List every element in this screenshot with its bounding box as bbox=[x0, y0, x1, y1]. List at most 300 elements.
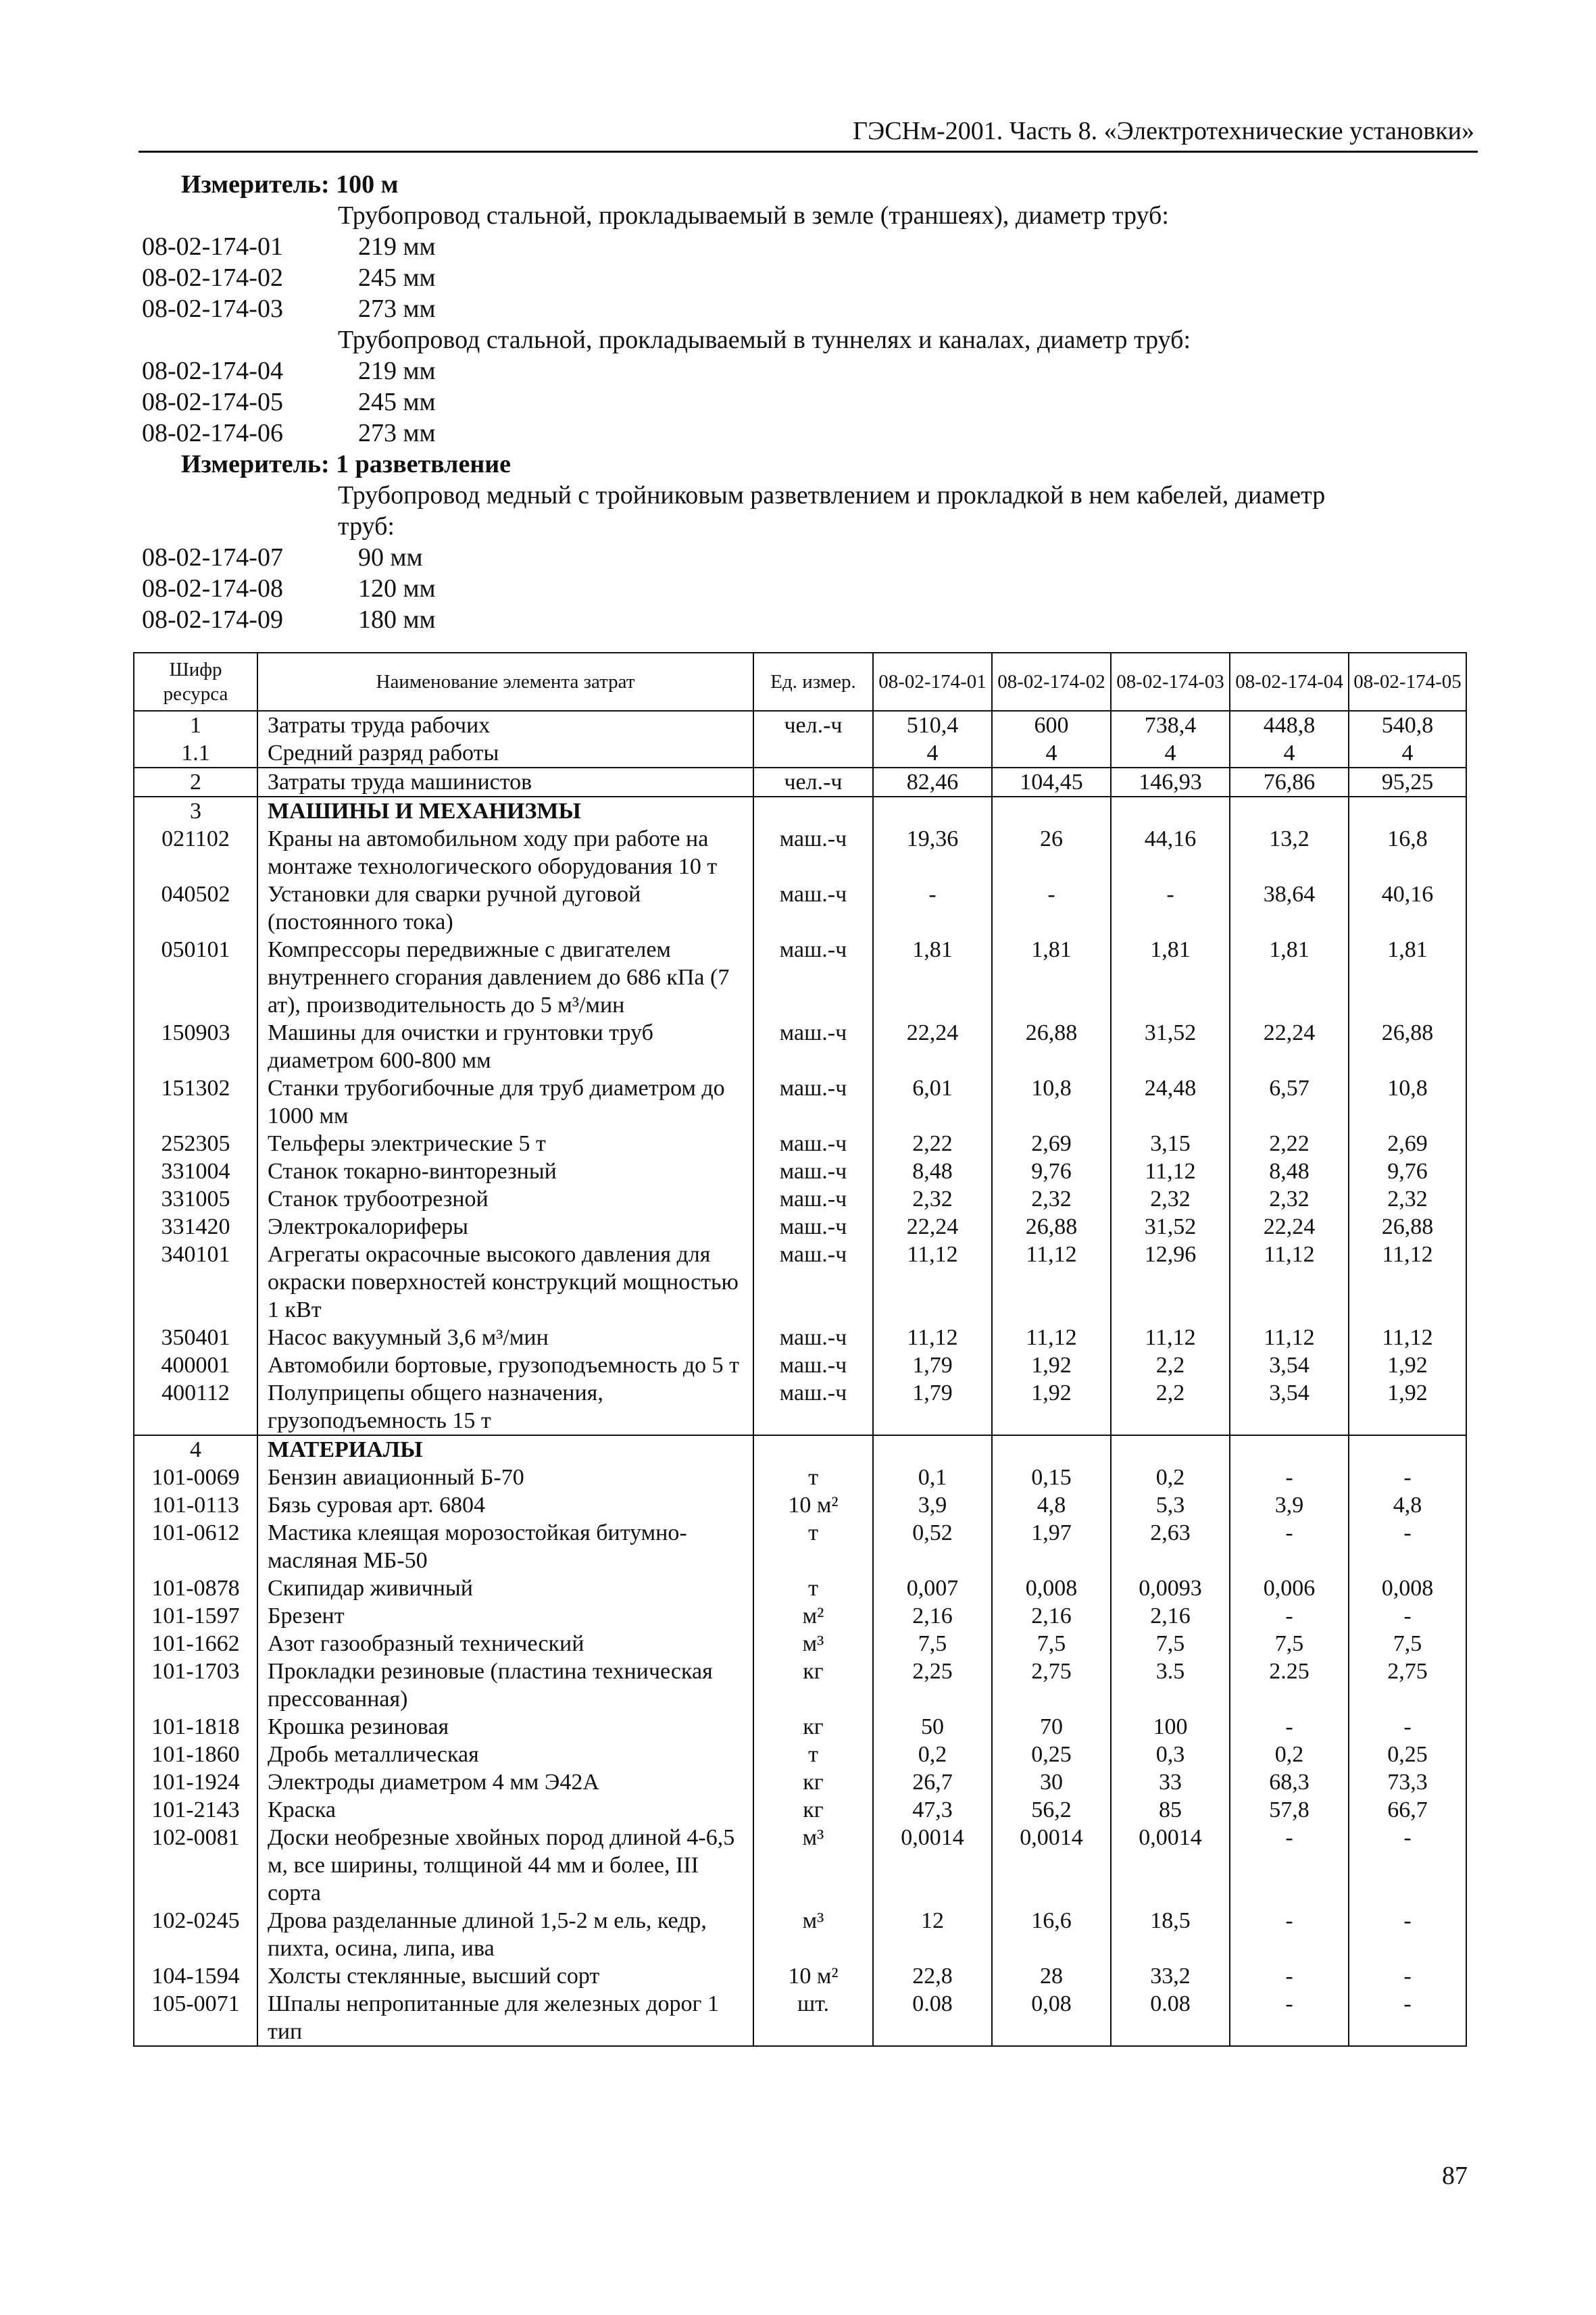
value-cell bbox=[1349, 797, 1466, 825]
spec-item-code: 08-02-174-06 bbox=[142, 419, 283, 447]
value-cell: 0,2 bbox=[1111, 1464, 1230, 1491]
value-cell: 22,8 bbox=[873, 1962, 992, 1990]
value-cell: - bbox=[1349, 1907, 1466, 1962]
unit-cell: м³ bbox=[753, 1824, 873, 1907]
resource-code-cell: 050101 bbox=[134, 936, 257, 1019]
value-cell: 0,008 bbox=[1349, 1574, 1466, 1602]
table-row bbox=[134, 1241, 1466, 1324]
resource-code-cell: 151302 bbox=[134, 1074, 257, 1130]
value-cell: - bbox=[1349, 1990, 1466, 2046]
value-cell: 2,75 bbox=[1349, 1658, 1466, 1713]
value-cell: 2,16 bbox=[992, 1602, 1111, 1630]
value-cell: 0,007 bbox=[873, 1574, 992, 1602]
table-row bbox=[134, 1074, 1466, 1130]
value-cell: 2,25 bbox=[873, 1658, 992, 1713]
table-row bbox=[134, 739, 1466, 768]
spec-item-code: 08-02-174-04 bbox=[142, 357, 283, 385]
element-name-cell: Дробь металлическая bbox=[257, 1741, 753, 1768]
table-row bbox=[134, 1713, 1466, 1741]
unit-cell: кг bbox=[753, 1713, 873, 1741]
table-row bbox=[134, 1962, 1466, 1990]
value-cell: 0,006 bbox=[1230, 1574, 1349, 1602]
value-cell: 10,8 bbox=[992, 1074, 1111, 1130]
value-cell: 4 bbox=[873, 739, 992, 768]
value-cell: 76,86 bbox=[1230, 768, 1349, 797]
spec-item bbox=[142, 542, 1466, 573]
value-cell: 12 bbox=[873, 1907, 992, 1962]
value-cell: 40,16 bbox=[1349, 880, 1466, 936]
spec-item-code: 08-02-174-02 bbox=[142, 264, 283, 292]
value-cell: 11,12 bbox=[1230, 1241, 1349, 1324]
unit-cell: маш.-ч bbox=[753, 825, 873, 880]
element-name-cell: Автомобили бортовые, грузоподъемность до 5 т bbox=[257, 1351, 753, 1379]
table-row bbox=[134, 1990, 1466, 2046]
value-cell: 2,32 bbox=[1111, 1185, 1230, 1213]
value-cell: 0,3 bbox=[1111, 1741, 1230, 1768]
resource-code-cell: 1 bbox=[134, 711, 257, 739]
value-cell bbox=[1349, 1435, 1466, 1464]
element-name-cell: Затраты труда машинистов bbox=[257, 768, 753, 797]
value-cell: 11,12 bbox=[873, 1241, 992, 1324]
value-cell: 2.25 bbox=[1230, 1658, 1349, 1713]
resource-code-cell: 331005 bbox=[134, 1185, 257, 1213]
table-row bbox=[134, 1796, 1466, 1824]
spec-item-size: 245 мм bbox=[358, 388, 436, 416]
value-cell: 0.08 bbox=[873, 1990, 992, 2046]
element-name-cell: Затраты труда рабочих bbox=[257, 711, 753, 739]
value-cell: 4 bbox=[1230, 739, 1349, 768]
value-cell: 3,9 bbox=[1230, 1491, 1349, 1519]
value-cell: 30 bbox=[992, 1768, 1111, 1796]
element-name-cell: Дрова разделанные длиной 1,5-2 м ель, кедр, пихта, осина, липа, ива bbox=[257, 1907, 753, 1962]
unit-cell: маш.-ч bbox=[753, 1185, 873, 1213]
value-cell: 540,8 bbox=[1349, 711, 1466, 739]
spec-item-size: 219 мм bbox=[358, 357, 436, 385]
value-cell bbox=[873, 797, 992, 825]
table-row bbox=[134, 797, 1466, 825]
unit-cell: 10 м² bbox=[753, 1491, 873, 1519]
value-cell: 7,5 bbox=[1111, 1630, 1230, 1658]
spec-item-code: 08-02-174-01 bbox=[142, 232, 283, 261]
value-cell: 4 bbox=[1111, 739, 1230, 768]
resource-code-cell: 331004 bbox=[134, 1158, 257, 1185]
spec-item-size: 180 мм bbox=[358, 605, 436, 634]
page-header: ГЭСНм-2001. Часть 8. «Электротехнические установки» bbox=[853, 117, 1474, 145]
table-row bbox=[134, 1324, 1466, 1351]
spec-item-size: 245 мм bbox=[358, 264, 436, 292]
value-cell: - bbox=[1349, 1824, 1466, 1907]
spec-item-code: 08-02-174-03 bbox=[142, 295, 283, 323]
value-cell: 11,12 bbox=[1111, 1158, 1230, 1185]
unit-cell bbox=[753, 797, 873, 825]
spec-item-size: 273 мм bbox=[358, 419, 436, 447]
value-cell: 22,24 bbox=[1230, 1019, 1349, 1074]
spec-item-size: 90 мм bbox=[358, 543, 423, 572]
table-row bbox=[134, 1574, 1466, 1602]
table-row bbox=[134, 1741, 1466, 1768]
value-cell: 85 bbox=[1111, 1796, 1230, 1824]
value-cell: 11,12 bbox=[1349, 1324, 1466, 1351]
value-cell: 0,0014 bbox=[992, 1824, 1111, 1907]
resource-code-cell: 101-1924 bbox=[134, 1768, 257, 1796]
table-row bbox=[134, 1519, 1466, 1574]
value-cell: 0,08 bbox=[992, 1990, 1111, 2046]
value-cell: 24,48 bbox=[1111, 1074, 1230, 1130]
value-cell: 10,8 bbox=[1349, 1074, 1466, 1130]
element-name-cell: Компрессоры передвижные с двигателем внутреннего сгорания давлением до 686 кПа (7 ат), производительность до 5 м³/мин bbox=[257, 936, 753, 1019]
table-row bbox=[134, 1185, 1466, 1213]
value-cell: 1,92 bbox=[1349, 1379, 1466, 1435]
spec-item-code: 08-02-174-08 bbox=[142, 574, 283, 603]
value-cell: 3,54 bbox=[1230, 1351, 1349, 1379]
table-row bbox=[134, 1213, 1466, 1241]
unit-cell: маш.-ч bbox=[753, 1241, 873, 1324]
resource-code-cell: 101-1818 bbox=[134, 1713, 257, 1741]
spec-item bbox=[142, 231, 1466, 262]
value-cell: 1,92 bbox=[992, 1379, 1111, 1435]
header-unit: Ед. измер. bbox=[753, 653, 873, 711]
measurer-heading: Измеритель: 100 м bbox=[181, 170, 399, 199]
table-row bbox=[134, 1824, 1466, 1907]
value-cell: 448,8 bbox=[1230, 711, 1349, 739]
resource-code-cell: 101-1703 bbox=[134, 1658, 257, 1713]
value-cell: 31,52 bbox=[1111, 1019, 1230, 1074]
value-cell: 5,3 bbox=[1111, 1491, 1230, 1519]
value-cell: - bbox=[1349, 1602, 1466, 1630]
unit-cell: чел.-ч bbox=[753, 711, 873, 739]
resource-code-cell: 101-0878 bbox=[134, 1574, 257, 1602]
value-cell: 2,32 bbox=[1349, 1185, 1466, 1213]
value-cell: 57,8 bbox=[1230, 1796, 1349, 1824]
spec-item bbox=[142, 293, 1466, 324]
element-name-cell: Электрокалориферы bbox=[257, 1213, 753, 1241]
unit-cell: т bbox=[753, 1464, 873, 1491]
table-row bbox=[134, 1379, 1466, 1435]
value-cell: - bbox=[1111, 880, 1230, 936]
element-name-cell: Крошка резиновая bbox=[257, 1713, 753, 1741]
value-cell: 6,57 bbox=[1230, 1074, 1349, 1130]
element-name-cell: Мастика клеящая морозостойкая битумно-масляная МБ-50 bbox=[257, 1519, 753, 1574]
value-cell: 11,12 bbox=[992, 1324, 1111, 1351]
value-cell: 33,2 bbox=[1111, 1962, 1230, 1990]
page-number: 87 bbox=[1442, 2162, 1468, 2190]
unit-cell: кг bbox=[753, 1796, 873, 1824]
unit-cell: маш.-ч bbox=[753, 1213, 873, 1241]
value-cell: 1,81 bbox=[1349, 936, 1466, 1019]
header-col-03: 08-02-174-03 bbox=[1111, 653, 1230, 711]
value-cell: 16,6 bbox=[992, 1907, 1111, 1962]
resource-code-cell: 400001 bbox=[134, 1351, 257, 1379]
unit-cell: 10 м² bbox=[753, 1962, 873, 1990]
value-cell: - bbox=[1230, 1519, 1349, 1574]
resource-code-cell: 3 bbox=[134, 797, 257, 825]
spec-item bbox=[142, 418, 1466, 449]
specification-list bbox=[142, 169, 1466, 635]
measurer-heading: Измеритель: 1 разветвление bbox=[181, 450, 511, 478]
unit-cell: м³ bbox=[753, 1630, 873, 1658]
element-name-cell: Брезент bbox=[257, 1602, 753, 1630]
value-cell: 100 bbox=[1111, 1713, 1230, 1741]
value-cell: 44,16 bbox=[1111, 825, 1230, 880]
spec-item-code: 08-02-174-09 bbox=[142, 605, 283, 634]
value-cell: 9,76 bbox=[992, 1158, 1111, 1185]
value-cell: 2,2 bbox=[1111, 1351, 1230, 1379]
value-cell: 0,25 bbox=[1349, 1741, 1466, 1768]
value-cell: 66,7 bbox=[1349, 1796, 1466, 1824]
value-cell: 6,01 bbox=[873, 1074, 992, 1130]
value-cell: 4,8 bbox=[992, 1491, 1111, 1519]
element-name-cell: Холсты стеклянные, высший сорт bbox=[257, 1962, 753, 1990]
value-cell: 2,22 bbox=[873, 1130, 992, 1158]
value-cell: 104,45 bbox=[992, 768, 1111, 797]
value-cell: 11,12 bbox=[873, 1324, 992, 1351]
value-cell: - bbox=[992, 880, 1111, 936]
value-cell: 1,81 bbox=[873, 936, 992, 1019]
spec-item-size: 120 мм bbox=[358, 574, 436, 603]
resource-code-cell: 101-0612 bbox=[134, 1519, 257, 1574]
value-cell: - bbox=[1230, 1602, 1349, 1630]
table-row bbox=[134, 711, 1466, 739]
value-cell: 3,9 bbox=[873, 1491, 992, 1519]
resource-code-cell: 331420 bbox=[134, 1213, 257, 1241]
header-col-01: 08-02-174-01 bbox=[873, 653, 992, 711]
resource-code-cell: 4 bbox=[134, 1435, 257, 1464]
unit-cell bbox=[753, 1435, 873, 1464]
value-cell: 56,2 bbox=[992, 1796, 1111, 1824]
table-row bbox=[134, 936, 1466, 1019]
value-cell bbox=[1230, 797, 1349, 825]
spec-item bbox=[142, 355, 1466, 387]
resource-code-cell: 101-1597 bbox=[134, 1602, 257, 1630]
resource-code-cell: 105-0071 bbox=[134, 1990, 257, 2046]
value-cell: 600 bbox=[992, 711, 1111, 739]
section-heading-cell: МАТЕРИАЛЫ bbox=[257, 1435, 753, 1464]
value-cell: 31,52 bbox=[1111, 1213, 1230, 1241]
element-name-cell: Машины для очистки и грунтовки труб диаметром 600-800 мм bbox=[257, 1019, 753, 1074]
value-cell: 0,25 bbox=[992, 1741, 1111, 1768]
spec-item-size: 219 мм bbox=[358, 232, 436, 261]
unit-cell: маш.-ч bbox=[753, 1019, 873, 1074]
unit-cell: м² bbox=[753, 1602, 873, 1630]
spec-item-code: 08-02-174-05 bbox=[142, 388, 283, 416]
spec-item-code: 08-02-174-07 bbox=[142, 543, 283, 572]
resource-code-cell: 021102 bbox=[134, 825, 257, 880]
spec-description: труб: bbox=[338, 512, 395, 541]
value-cell: 0,0093 bbox=[1111, 1574, 1230, 1602]
value-cell bbox=[1111, 797, 1230, 825]
resource-code-cell: 102-0245 bbox=[134, 1907, 257, 1962]
value-cell: 11,12 bbox=[1230, 1324, 1349, 1351]
value-cell: 16,8 bbox=[1349, 825, 1466, 880]
value-cell: 0,008 bbox=[992, 1574, 1111, 1602]
table-row bbox=[134, 1491, 1466, 1519]
header-col-04: 08-02-174-04 bbox=[1230, 653, 1349, 711]
value-cell: - bbox=[1230, 1990, 1349, 2046]
value-cell: 510,4 bbox=[873, 711, 992, 739]
element-name-cell: Насос вакуумный 3,6 м³/мин bbox=[257, 1324, 753, 1351]
resource-code-cell: 040502 bbox=[134, 880, 257, 936]
unit-cell: маш.-ч bbox=[753, 1351, 873, 1379]
element-name-cell: Краска bbox=[257, 1796, 753, 1824]
value-cell: 0,0014 bbox=[873, 1824, 992, 1907]
value-cell: 1,92 bbox=[1349, 1351, 1466, 1379]
table-row bbox=[134, 1158, 1466, 1185]
unit-cell: маш.-ч bbox=[753, 1074, 873, 1130]
header-element-name: Наименование элемента затрат bbox=[257, 653, 753, 711]
unit-cell: кг bbox=[753, 1768, 873, 1796]
value-cell: 0,2 bbox=[1230, 1741, 1349, 1768]
unit-cell bbox=[753, 739, 873, 768]
resource-code-cell: 101-0113 bbox=[134, 1491, 257, 1519]
spec-item bbox=[142, 387, 1466, 418]
value-cell bbox=[1230, 1435, 1349, 1464]
value-cell: 7,5 bbox=[992, 1630, 1111, 1658]
unit-cell: чел.-ч bbox=[753, 768, 873, 797]
value-cell: 8,48 bbox=[1230, 1158, 1349, 1185]
value-cell: - bbox=[1230, 1824, 1349, 1907]
unit-cell: маш.-ч bbox=[753, 936, 873, 1019]
value-cell: 70 bbox=[992, 1713, 1111, 1741]
table-row bbox=[134, 1019, 1466, 1074]
resource-code-cell: 101-1662 bbox=[134, 1630, 257, 1658]
table-row bbox=[134, 1907, 1466, 1962]
value-cell: 26,7 bbox=[873, 1768, 992, 1796]
value-cell: 19,36 bbox=[873, 825, 992, 880]
value-cell: 0,2 bbox=[873, 1741, 992, 1768]
unit-cell: т bbox=[753, 1519, 873, 1574]
value-cell: 1,81 bbox=[992, 936, 1111, 1019]
value-cell: 95,25 bbox=[1349, 768, 1466, 797]
element-name-cell: Станок токарно-винторезный bbox=[257, 1158, 753, 1185]
value-cell: 1,92 bbox=[992, 1351, 1111, 1379]
value-cell: 2,16 bbox=[873, 1602, 992, 1630]
table-row bbox=[134, 1130, 1466, 1158]
value-cell: 1,79 bbox=[873, 1379, 992, 1435]
element-name-cell: Прокладки резиновые (пластина техническая прессованная) bbox=[257, 1658, 753, 1713]
element-name-cell: Скипидар живичный bbox=[257, 1574, 753, 1602]
unit-cell: маш.-ч bbox=[753, 1379, 873, 1435]
resource-code-cell: 252305 bbox=[134, 1130, 257, 1158]
unit-cell: маш.-ч bbox=[753, 1324, 873, 1351]
element-name-cell: Полуприцепы общего назначения, грузоподъемность 15 т bbox=[257, 1379, 753, 1435]
value-cell: 11,12 bbox=[1349, 1241, 1466, 1324]
value-cell: 7,5 bbox=[1349, 1630, 1466, 1658]
element-name-cell: Тельферы электрические 5 т bbox=[257, 1130, 753, 1158]
value-cell: 1,81 bbox=[1230, 936, 1349, 1019]
value-cell: 26,88 bbox=[992, 1213, 1111, 1241]
value-cell bbox=[992, 1435, 1111, 1464]
value-cell: - bbox=[1349, 1464, 1466, 1491]
value-cell: 26,88 bbox=[992, 1019, 1111, 1074]
value-cell bbox=[873, 1435, 992, 1464]
value-cell: 22,24 bbox=[873, 1019, 992, 1074]
value-cell: 22,24 bbox=[1230, 1213, 1349, 1241]
value-cell: 26 bbox=[992, 825, 1111, 880]
value-cell: 4,8 bbox=[1349, 1491, 1466, 1519]
value-cell: 2,63 bbox=[1111, 1519, 1230, 1574]
unit-cell: маш.-ч bbox=[753, 1158, 873, 1185]
value-cell: 0,0014 bbox=[1111, 1824, 1230, 1907]
table-row bbox=[134, 825, 1466, 880]
value-cell: 68,3 bbox=[1230, 1768, 1349, 1796]
resource-code-cell: 350401 bbox=[134, 1324, 257, 1351]
value-cell: 738,4 bbox=[1111, 711, 1230, 739]
value-cell: 73,3 bbox=[1349, 1768, 1466, 1796]
value-cell: - bbox=[873, 880, 992, 936]
value-cell: 7,5 bbox=[873, 1630, 992, 1658]
header-resource-code: Шифр ресурса bbox=[134, 653, 257, 711]
table-row bbox=[134, 1768, 1466, 1796]
value-cell: 4 bbox=[992, 739, 1111, 768]
value-cell: 3,54 bbox=[1230, 1379, 1349, 1435]
value-cell: 2,75 bbox=[992, 1658, 1111, 1713]
table-row bbox=[134, 1464, 1466, 1491]
value-cell: 3.5 bbox=[1111, 1658, 1230, 1713]
resource-code-cell: 101-2143 bbox=[134, 1796, 257, 1824]
element-name-cell: Агрегаты окрасочные высокого давления для окраски поверхностей конструкций мощностью 1 кВт bbox=[257, 1241, 753, 1324]
value-cell: 26,88 bbox=[1349, 1213, 1466, 1241]
value-cell: 28 bbox=[992, 1962, 1111, 1990]
unit-cell: шт. bbox=[753, 1990, 873, 2046]
resource-code-cell: 102-0081 bbox=[134, 1824, 257, 1907]
unit-cell: маш.-ч bbox=[753, 880, 873, 936]
element-name-cell: Установки для сварки ручной дуговой (постоянного тока) bbox=[257, 880, 753, 936]
header-col-02: 08-02-174-02 bbox=[992, 653, 1111, 711]
value-cell: 2,69 bbox=[992, 1130, 1111, 1158]
value-cell: 146,93 bbox=[1111, 768, 1230, 797]
value-cell: - bbox=[1349, 1519, 1466, 1574]
spec-item bbox=[142, 573, 1466, 604]
spec-description: Трубопровод медный с тройниковым разветвлением и прокладкой в нем кабелей, диаметр bbox=[338, 481, 1326, 509]
value-cell: 1,97 bbox=[992, 1519, 1111, 1574]
table-row bbox=[134, 1351, 1466, 1379]
resource-code-cell: 150903 bbox=[134, 1019, 257, 1074]
unit-cell: м³ bbox=[753, 1907, 873, 1962]
element-name-cell: Бензин авиационный Б-70 bbox=[257, 1464, 753, 1491]
value-cell: 12,96 bbox=[1111, 1241, 1230, 1324]
value-cell bbox=[1111, 1435, 1230, 1464]
value-cell: 22,24 bbox=[873, 1213, 992, 1241]
value-cell: 13,2 bbox=[1230, 825, 1349, 880]
value-cell: 0,15 bbox=[992, 1464, 1111, 1491]
spec-item-size: 273 мм bbox=[358, 295, 436, 323]
value-cell: 26,88 bbox=[1349, 1019, 1466, 1074]
value-cell: 0,1 bbox=[873, 1464, 992, 1491]
value-cell: 50 bbox=[873, 1713, 992, 1741]
value-cell: 2,16 bbox=[1111, 1602, 1230, 1630]
value-cell: 2,2 bbox=[1111, 1379, 1230, 1435]
spec-item bbox=[142, 604, 1466, 635]
element-name-cell: Электроды диаметром 4 мм Э42А bbox=[257, 1768, 753, 1796]
value-cell: 2,32 bbox=[992, 1185, 1111, 1213]
value-cell: 0.08 bbox=[1111, 1990, 1230, 2046]
table-row bbox=[134, 1602, 1466, 1630]
resource-code-cell: 2 bbox=[134, 768, 257, 797]
table-row bbox=[134, 1435, 1466, 1464]
resource-code-cell: 101-0069 bbox=[134, 1464, 257, 1491]
value-cell: - bbox=[1230, 1962, 1349, 1990]
unit-cell: т bbox=[753, 1574, 873, 1602]
value-cell: - bbox=[1230, 1713, 1349, 1741]
value-cell: 18,5 bbox=[1111, 1907, 1230, 1962]
value-cell: - bbox=[1230, 1907, 1349, 1962]
resource-code-cell: 1.1 bbox=[134, 739, 257, 768]
resource-code-cell: 101-1860 bbox=[134, 1741, 257, 1768]
value-cell: 2,32 bbox=[873, 1185, 992, 1213]
value-cell: - bbox=[1349, 1962, 1466, 1990]
unit-cell: маш.-ч bbox=[753, 1130, 873, 1158]
table-row bbox=[134, 1630, 1466, 1658]
